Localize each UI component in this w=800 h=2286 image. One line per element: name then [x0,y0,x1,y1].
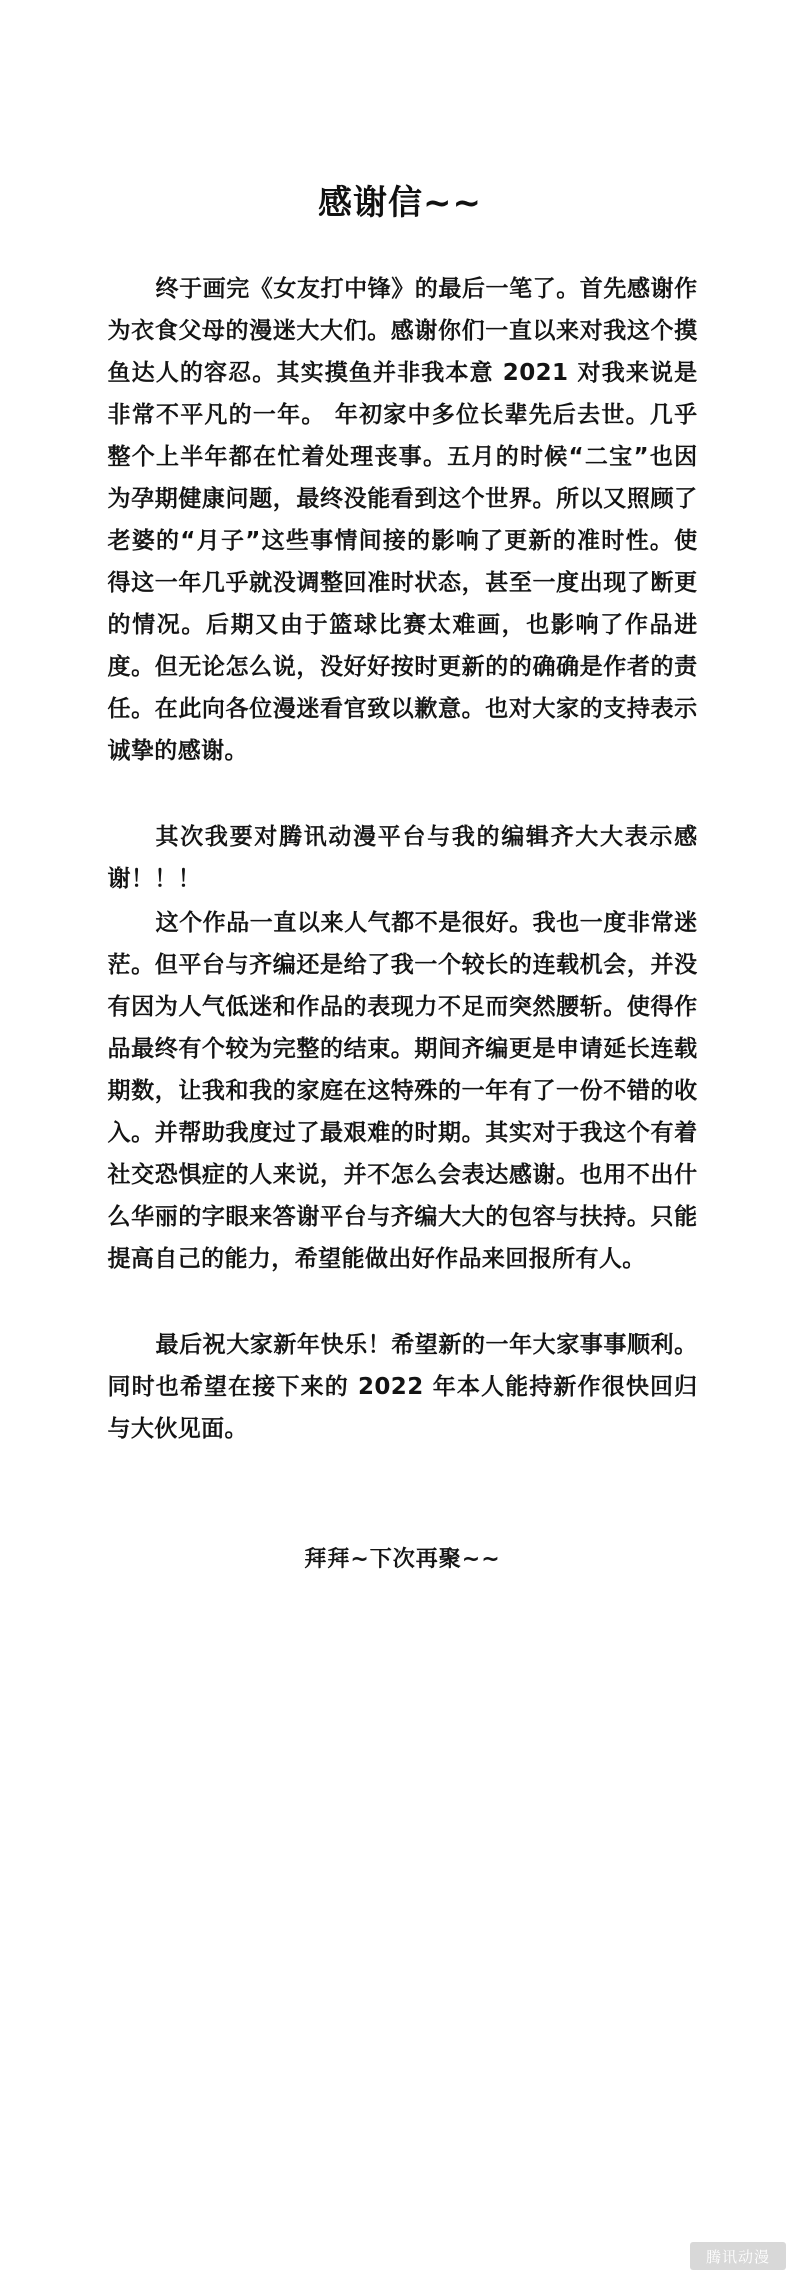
paragraph-3: 这个作品一直以来人气都不是很好。我也一度非常迷茫。但平台与齐编还是给了我一个较长的连载机会，并没有因为人气低迷和作品的表现力不足而突然腰斩。使得作品最终有个较为完整的结束。期间齐编更是申请延长连载期数，让我和我的家庭在这特殊的一年有了一份不错的收入。并帮助我度过了最艰难的时期。其实对于我这个有着社交恐惧症的人来说，并不怎么会表达感谢。也用不出什么华丽的字眼来答谢平台与齐编大大的包容与扶持。只能提高自己的能力，希望能做出好作品来回报所有人。 [107,910,698,1272]
spacer-3 [108,1280,698,1324]
page-title: 感谢信~~ [318,183,482,223]
spacer-top [108,224,698,268]
watermark-badge [690,2242,786,2270]
paragraph-2: 其次我要对腾讯动漫平台与我的编辑齐大大表示感谢！！！ [107,824,698,892]
signature: 拜拜~下次再聚~~ [304,1547,501,1572]
paragraph-1: 终于画完《女友打中锋》的最后一笔了。首先感谢作为衣食父母的漫迷大大们。感谢你们一直以来对我这个摸鱼达人的容忍。其实摸鱼并非我本意 2021 对我来说是非常不平凡的一年。 年初家中多位长辈先后去世。几乎整个上半年都在忙着处理丧事。五月的时候“二宝”也因为孕期健康问题，最终没能看到这个世界。所以又照顾了老婆的“月子”这些事情间接的影响了更新的准时性。使得这一年几乎就没调整回准时状态，甚至一度出现了断更的情况。后期又由于篮球比赛太难画，也影响了作品进度。但无论怎么说，没好好按时更新的的确确是作者的责任。在此向各位漫迷看官致以歉意。也对大家的支持表示诚挚的感谢。 [107,276,698,764]
spacer-1 [108,772,698,816]
letter-body [103,224,698,1573]
paragraph-4: 最后祝大家新年快乐！希望新的一年大家事事顺利。同时也希望在接下来的 2022 年本人能持新作很快回归与大伙见面。 [107,1332,698,1442]
watermark-label: 腾讯动漫 [705,2247,770,2266]
